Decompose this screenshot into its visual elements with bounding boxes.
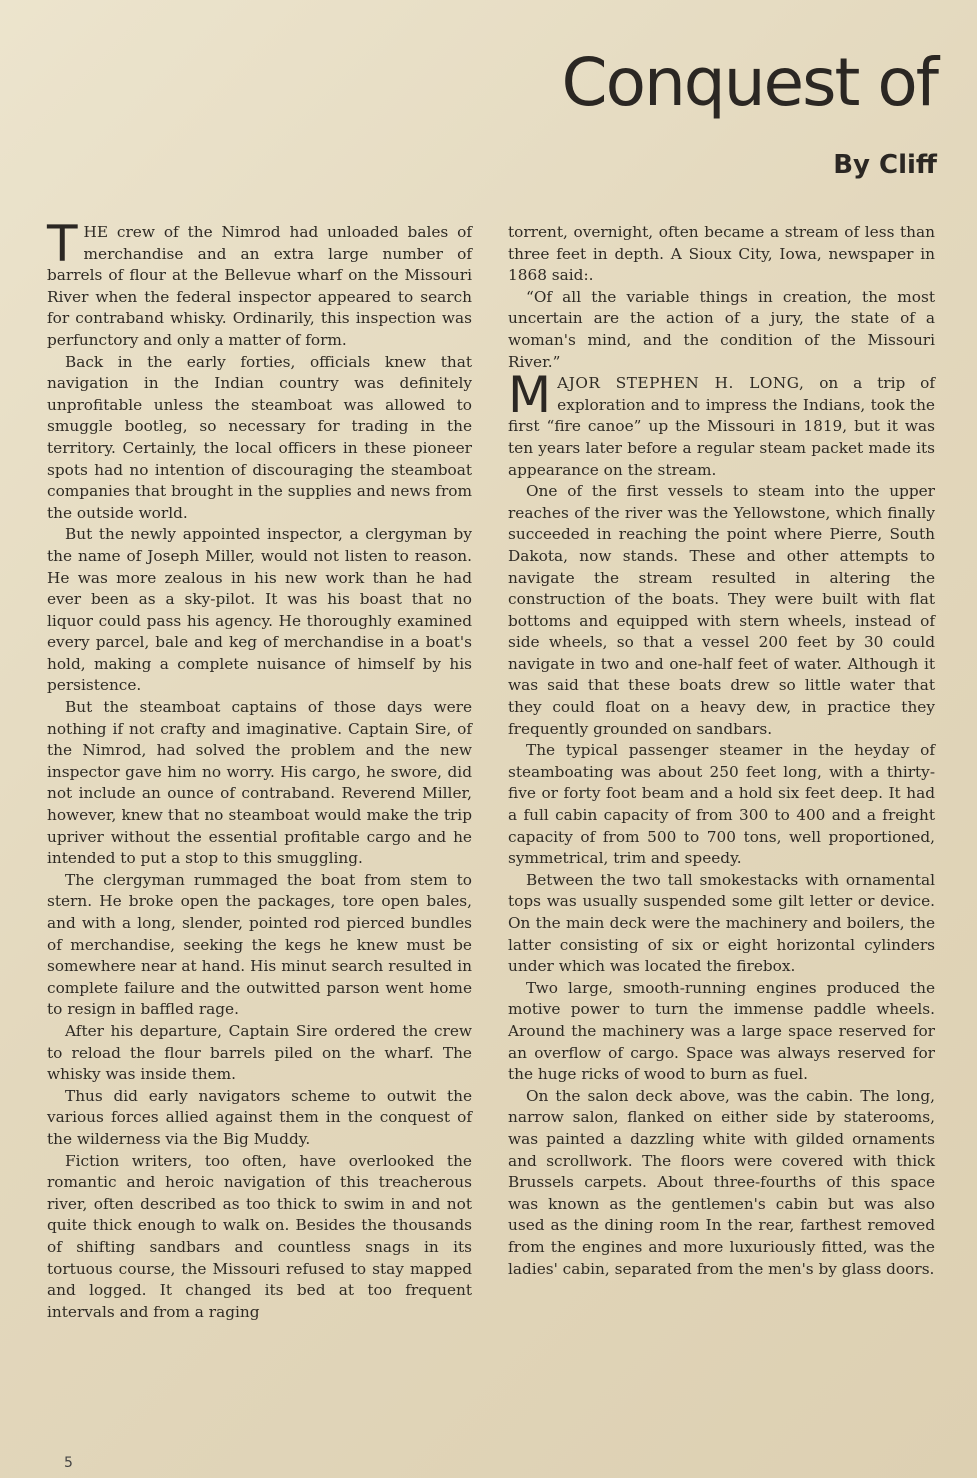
article-title: Conquest of: [561, 44, 937, 121]
paragraph: [508, 366, 935, 481]
paragraph-text: HE crew of the Nimrod had unloaded bales of merchandise and an extra large number of barrels of flour at the Bellevue wharf on the Missouri River when the federal inspector appeared to search for contraband whisky. Ordinarily, this inspection was perfunctory and only a matter of form.: [47, 223, 472, 349]
lead-in: AJOR STEPHEN H. LONG,: [557, 374, 805, 393]
paragraph: Back in the early forties, officials knew that navigation in the Indian country was definitely unprofitable unless the steamboat was allowed to smuggle bootleg, so necessary for trading in the territory. Certainly, the local officers in these pioneer spots had no intention of discouraging the steamboat companies that brought in the supplies and news from the outside world.: [47, 352, 472, 522]
paragraph-text: on a trip of exploration and to impress the Indians, took the first “fire canoe” up the Missouri in 1819, but it was ten years later before a regular steam packet made its appearance on the stream.: [508, 374, 935, 479]
paragraph: One of the first vessels to steam into the upper reaches of the river was the Yellowstone, which finally succeeded in reaching the point where Pierre, South Dakota, now stands. These and other attempts to navigate the stream resulted in altering the construction of the boats. They were built with flat bottoms and equipped with stern wheels, instead of side wheels, so that a vessel 200 feet by 30 could navigate in two and one-half feet of water. Although it was said that these boats drew so little water that they could float on a heavy dew, in practice they frequently grounded on sandbars.: [508, 482, 935, 738]
paragraph: On the salon deck above, was the cabin. The long, narrow salon, flanked on either side by staterooms, was painted a dazzling white with gilded ornaments and scrollwork. The floors were covered with thick Brussels carpets. About three-fourths of this space was known as the gentlemen's cabin but was also used as the dining room In the rear, farthest removed from the engines and more luxuriously fitted, was the ladies' cabin, separated from the men's by glass doors.: [508, 1086, 935, 1278]
drop-cap: M: [508, 366, 552, 425]
paragraph: After his departure, Captain Sire ordered the crew to reload the flour barrels piled on the wharf. The whisky was inside them.: [47, 1021, 472, 1084]
right-column: [508, 222, 935, 1280]
paragraph: Fiction writers, too often, have overlooked the romantic and heroic navigation of this treacherous river, often described as too thick to swim in and not quite thick enough to walk on. Besides the thousands of shifting sandbars and countless snags in its tortuous course, the Missouri refused to stay mapped and logged. It changed its bed at too frequent intervals and from a raging: [47, 1151, 472, 1321]
paragraph: Between the two tall smokestacks with ornamental tops was usually suspended some gilt letter or device. On the main deck were the machinery and boilers, the latter consisting of six or eight horizontal cylinders under which was located the firebox.: [508, 870, 935, 976]
drop-cap: T: [47, 215, 78, 273]
paragraph: Thus did early navigators scheme to outwit the various forces allied against them in the conquest of the wilderness via the Big Muddy.: [47, 1086, 472, 1148]
paragraph: But the steamboat captains of those days were nothing if not crafty and imaginative. Captain Sire, of the Nimrod, had solved the problem and the new inspector gave him no worry. His cargo, he swore, did not include an ounce of contraband. Reverend Miller, however, knew that no steamboat would make the trip upriver without the essential profitable cargo and he intended to put a stop to this smuggling.: [47, 698, 472, 868]
paragraph: Two large, smooth-running engines produced the motive power to turn the immense paddle wheels. Around the machinery was a large space reserved for an overflow of cargo. Space was always reserved for the huge ricks of wood to burn as fuel.: [508, 978, 935, 1084]
paragraph: torrent, overnight, often became a stream of less than three feet in depth. A Sioux City, Iowa, newspaper in 1868 said:.: [508, 223, 935, 285]
article-byline: By Cliff: [833, 150, 937, 180]
paragraph: But the newly appointed inspector, a clergyman by the name of Joseph Miller, would not listen to reason. He was more zealous in his new work than he had ever been as a sky-pilot. It was his boast that no liquor could pass his agency. He thoroughly examined every parcel, bale and keg of merchandise in a boat's hold, making a complete nuisance of himself by his persistence.: [47, 525, 472, 695]
paragraph: The typical passenger steamer in the heyday of steamboating was about 250 feet long, with a thirty-five or forty foot beam and a hold six feet deep. It had a full cabin capacity of from 300 to 400 and a freight capacity of from 500 to 700 tons, well proportioned, symmetrical, trim and speedy.: [508, 741, 935, 868]
page-number: 5: [64, 1455, 73, 1471]
quote-paragraph: “Of all the variable things in creation, the most uncertain are the action of a jury, the state of a woman's mind, and the condition of the Missouri River.”: [508, 287, 935, 371]
left-column: [47, 215, 472, 1323]
paragraph: [47, 215, 472, 352]
paragraph: The clergyman rummaged the boat from stem to stern. He broke open the packages, tore open bales, and with a long, slender, pointed rod pierced bundles of merchandise, seeking the kegs he knew must be somewhere near at hand. His minut search resulted in complete failure and the outwitted parson went home to resign in baffled rage.: [47, 870, 472, 1019]
